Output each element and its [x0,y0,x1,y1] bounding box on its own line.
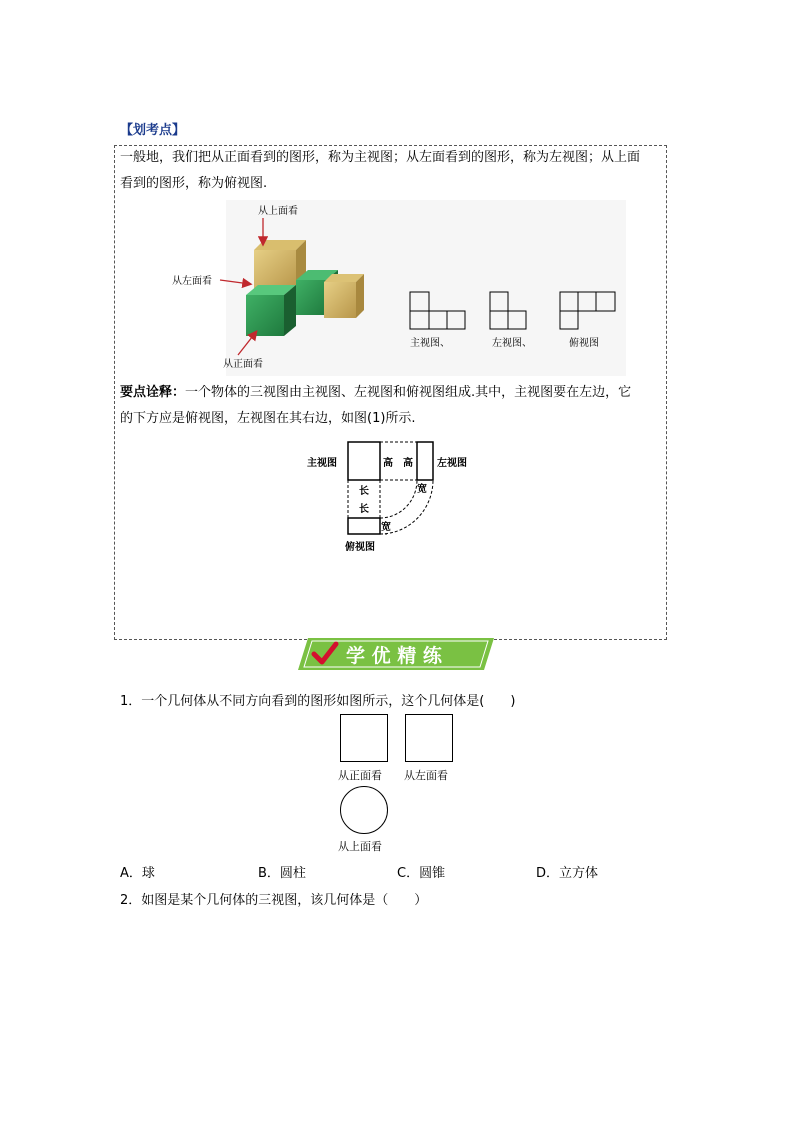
left-view-label: 左视图 [437,458,467,469]
banner-text: 学 优 精 练 [346,645,442,667]
practice-banner [298,636,494,672]
option-b[interactable]: B．圆柱 [258,866,306,881]
view-label-top: 俯视图 [569,338,599,349]
option-d[interactable]: D．立方体 [536,866,599,881]
question-1-stem: 一个几何体从不同方向看到的图形如图所示，这个几何体是( ) [141,694,516,709]
view-label-main: 主视图、 [410,338,450,349]
key-point-line-1: 一个物体的三视图由主视图、左视图和俯视图组成.其中，主视图要在左边，它 [185,385,632,400]
front-view-square [340,714,388,762]
main-view-rect [348,442,380,480]
top-view-label: 俯视图 [345,542,375,553]
question-2-stem: 如图是某个几何体的三视图，该几何体是（ ） [141,893,428,908]
label-from-left: 从左面看 [172,276,212,287]
intro-paragraph [120,145,665,197]
question-1 [120,690,515,709]
cube-figure [166,200,632,376]
green-cube-front [246,285,296,336]
top-view-circle [340,786,388,834]
height-label-1: 高 [383,458,393,469]
length-label-1: 长 [359,486,369,497]
option-a[interactable]: A．球 [120,866,155,881]
key-point-paragraph [120,380,668,432]
question-1-number: 1． [120,694,142,709]
section-title: 【划考点】 [120,123,186,138]
top-view-rect [348,518,380,534]
length-label-2: 长 [359,504,369,515]
wood-cube-right [324,274,364,318]
option-c[interactable]: C．圆锥 [397,866,446,881]
intro-line-2: 看到的图形，称为俯视图. [120,176,268,191]
key-point-line-2: 的下方应是俯视图，左视图在其右边，如图(1)所示. [120,411,416,426]
left-view-label-q1: 从左面看 [404,769,448,782]
key-point-term: 要点诠释： [120,385,186,400]
question-2-number: 2． [120,893,142,908]
left-view-rect [417,442,433,480]
left-view-square [405,714,453,762]
width-label-2: 宽 [381,522,391,533]
label-from-front: 从正面看 [223,359,263,370]
question-2 [120,889,427,908]
three-view-layout-diagram [305,438,485,558]
width-label-1: 宽 [417,484,427,495]
front-view-label: 从正面看 [338,769,382,782]
label-from-top: 从上面看 [258,206,298,217]
main-view-label: 主视图 [307,458,337,469]
intro-line-1: 一般地，我们把从正面看到的图形，称为主视图；从左面看到的图形，称为左视图；从上面 [120,150,641,165]
top-view-label-q1: 从上面看 [338,840,382,853]
height-label-2: 高 [403,458,413,469]
view-label-left: 左视图、 [492,338,532,349]
